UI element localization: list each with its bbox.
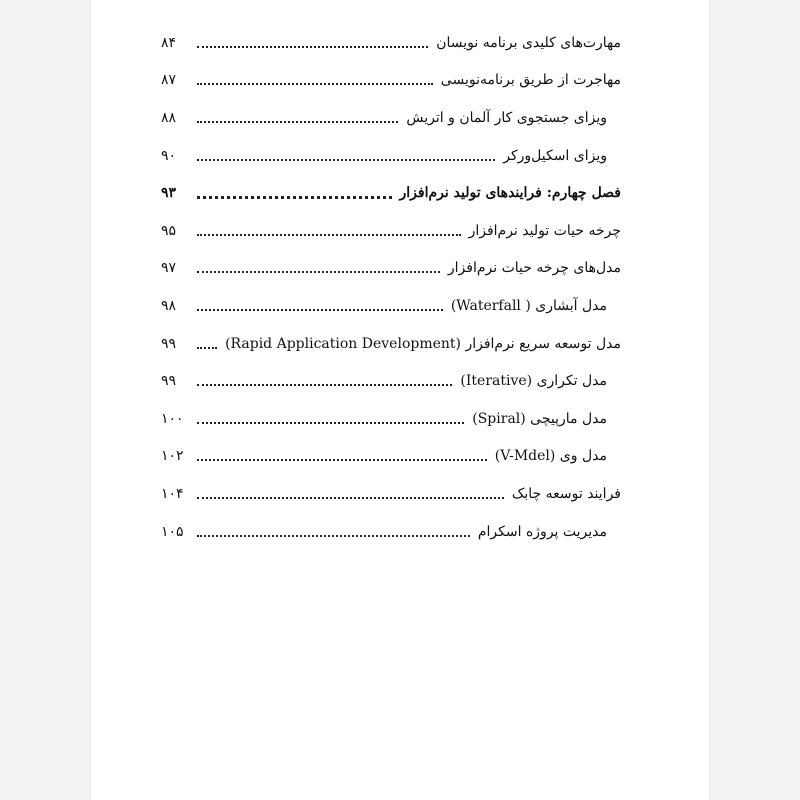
toc-entry-title: فرایند توسعه چابک	[511, 485, 621, 502]
table-of-contents	[161, 24, 621, 550]
toc-entry-title: مدل وی (V-Mdel)	[494, 448, 607, 465]
toc-entry	[161, 438, 621, 476]
dot-leader	[197, 384, 452, 386]
toc-entry-page: ۸۷	[161, 72, 177, 89]
dot-leader	[197, 121, 398, 123]
dot-leader	[197, 459, 487, 461]
dot-leader	[197, 234, 461, 236]
toc-entry-title: مدل تکراری (Iterative)	[460, 373, 607, 390]
dot-leader	[197, 497, 504, 499]
document-page	[91, 0, 709, 800]
toc-entry-title: مدیریت پروژه اسکرام	[477, 523, 607, 540]
toc-entry	[161, 137, 621, 175]
dot-leader	[197, 535, 470, 537]
toc-entry-title: مهارت‌های کلیدی برنامه نویسان	[436, 34, 621, 51]
toc-chapter-page: ۹۳	[161, 185, 177, 202]
toc-entry-page: ۹۵	[161, 222, 177, 239]
toc-entry-title: مدل آبشاری ( Waterfall)	[450, 297, 607, 314]
dot-leader	[197, 196, 392, 199]
toc-entry-page: ۹۸	[161, 297, 177, 314]
toc-entry-title: مدل توسعه سریع نرم‌افزار (Rapid Application Development)	[225, 335, 621, 352]
dot-leader	[197, 309, 443, 311]
toc-entry	[161, 250, 621, 288]
toc-chapter-entry	[161, 174, 621, 212]
toc-entry	[161, 325, 621, 363]
toc-entry-page: ۹۹	[161, 335, 177, 352]
toc-entry	[161, 362, 621, 400]
toc-entry	[161, 287, 621, 325]
toc-entry-page: ۱۰۲	[161, 448, 184, 465]
toc-entry-page: ۱۰۵	[161, 523, 184, 540]
toc-entry	[161, 513, 621, 551]
toc-entry-title: مدل مارپیچی (Spiral)	[472, 410, 607, 427]
toc-entry	[161, 400, 621, 438]
dot-leader	[197, 271, 440, 273]
toc-entry-title: مهاجرت از طریق برنامه‌نویسی	[440, 72, 621, 89]
dot-leader	[197, 422, 464, 424]
toc-entry-page: ۱۰۴	[161, 485, 184, 502]
toc-entry	[161, 24, 621, 62]
toc-entry	[161, 99, 621, 137]
toc-entry-title: مدل‌های چرخه حیات نرم‌افزار	[447, 260, 621, 277]
dot-leader	[197, 159, 495, 161]
toc-entry-page: ۹۹	[161, 373, 177, 390]
toc-entry-page: ۹۷	[161, 260, 177, 277]
toc-entry-title: چرخه حیات تولید نرم‌افزار	[468, 222, 621, 239]
dot-leader	[197, 83, 433, 85]
toc-entry-title: ویزای اسکیل‌ورکر	[503, 147, 607, 164]
toc-entry-page: ۸۴	[161, 34, 177, 51]
dot-leader	[197, 46, 428, 48]
toc-entry-title: ویزای جستجوی کار آلمان و اتریش	[406, 109, 607, 126]
toc-entry-page: ۱۰۰	[161, 410, 184, 427]
dot-leader	[197, 347, 217, 349]
toc-entry-page: ۹۰	[161, 147, 177, 164]
toc-entry	[161, 475, 621, 513]
toc-entry	[161, 212, 621, 250]
toc-chapter-title: فصل چهارم: فرایندهای تولید نرم‌افزار	[399, 185, 621, 202]
toc-entry	[161, 62, 621, 100]
toc-entry-page: ۸۸	[161, 109, 177, 126]
